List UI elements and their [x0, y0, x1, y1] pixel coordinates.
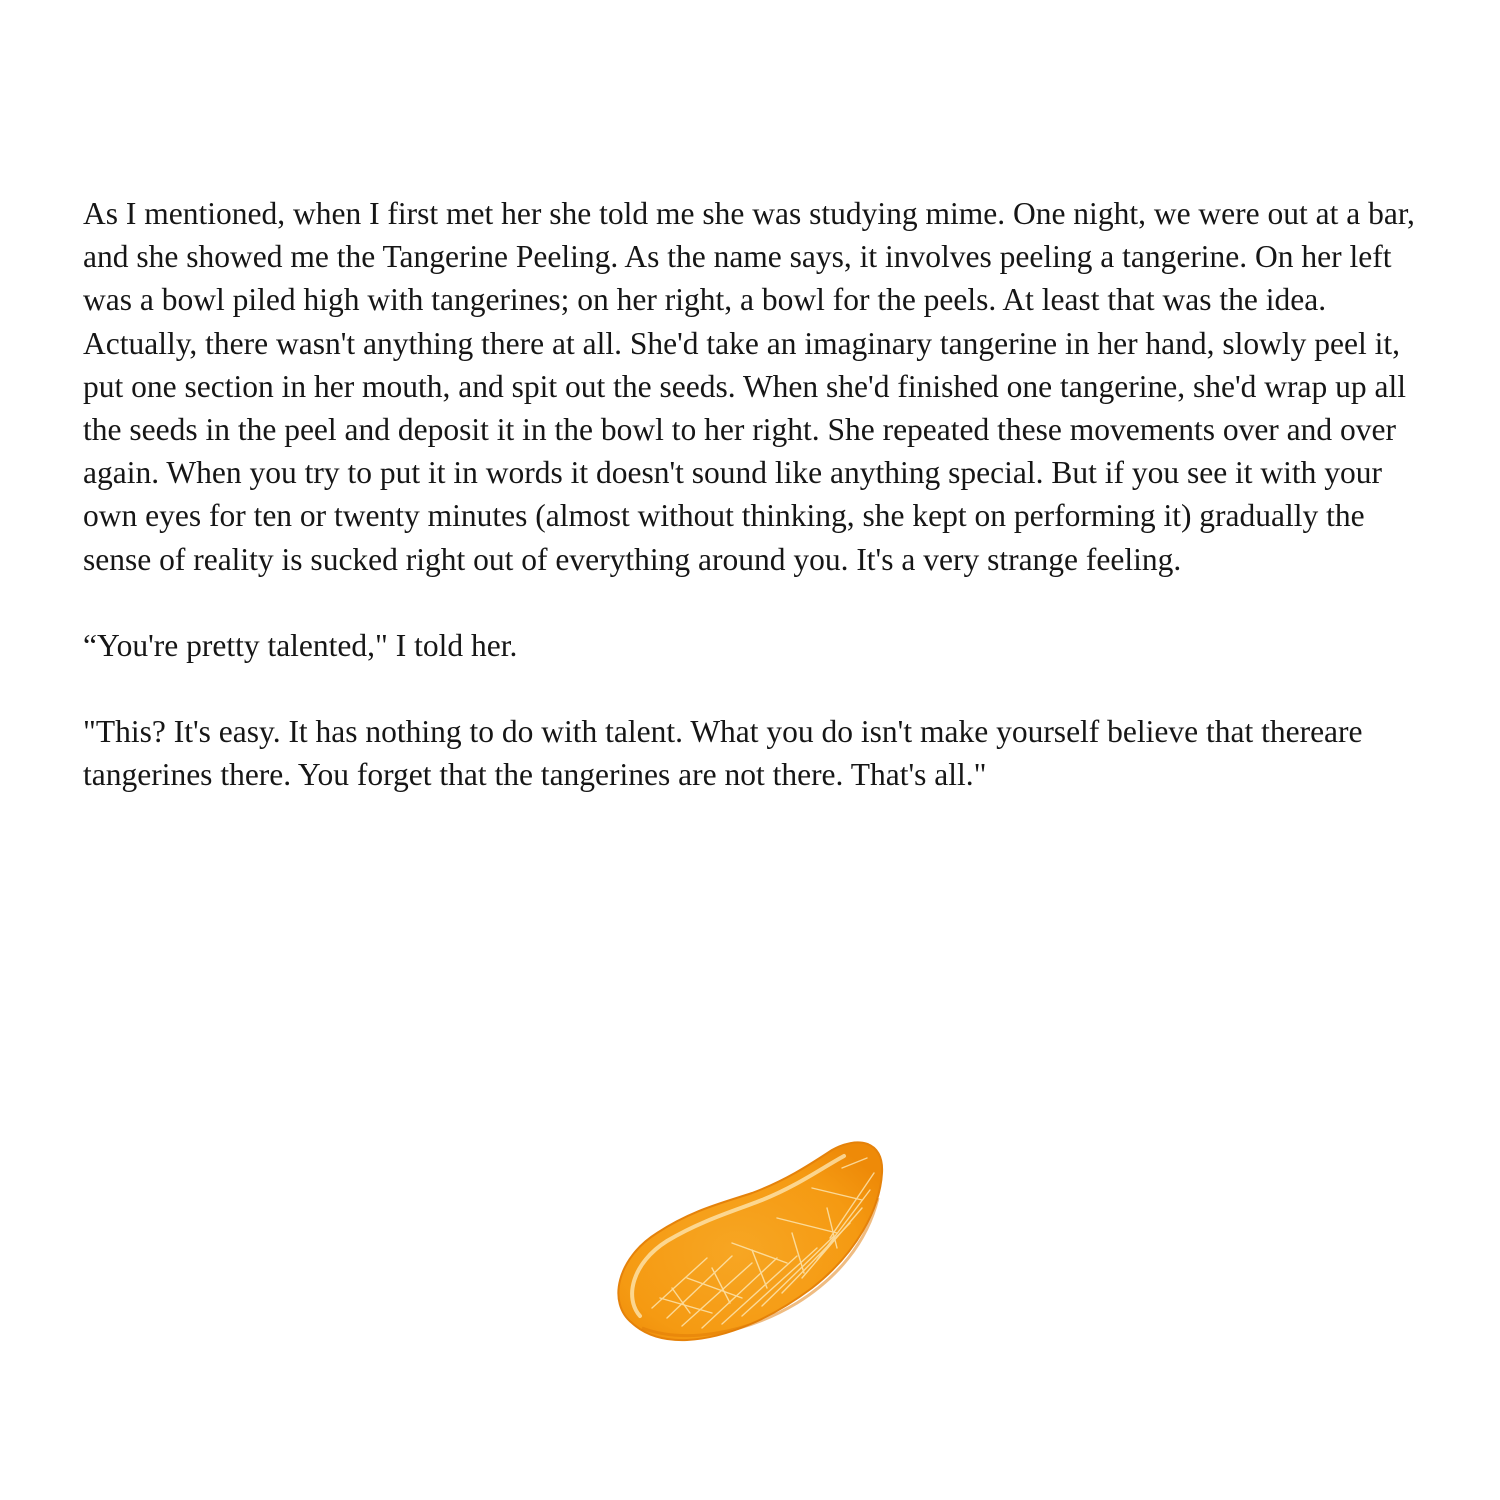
paragraph-easy-reply: "This? It's easy. It has nothing to do with talent. What you do isn't make yourself believe that thereare tangerines there. You forget that the tangerines are not there. That's all."	[83, 714, 1363, 793]
tangerine-segment-icon	[612, 1138, 892, 1343]
paragraph-tangerine-peeling: As I mentioned, when I first met her she told me she was studying mime. One night, we were out at a bar, and she showed me the Tangerine Peeling. As the name says, it involves peeling a tangerine. On her left was a bowl piled high with tangerines; on her right, a bowl for the peels. At least that was the idea. Actually, there wasn't anything there at all. She'd take an imaginary tangerine in her hand, slowly peel it, put one section in her mouth, and spit out the seeds. When she'd finished one tangerine, she'd wrap up all the seeds in the peel and deposit it in the bowl to her right. She repeated these movements over and over again. When you try to put it in words it doesn't sound like anything special. But if you see it with your own eyes for ten or twenty minutes (almost without thinking, she kept on performing it) gradually the sense of reality is sucked right out of everything around you. It's a very strange feeling.	[83, 196, 1415, 577]
segment-body	[618, 1142, 882, 1340]
story-text	[83, 192, 1423, 796]
tangerine-segment-illustration	[612, 1138, 892, 1343]
paragraph-talented-remark: “You're pretty talented," I told her.	[83, 627, 518, 663]
